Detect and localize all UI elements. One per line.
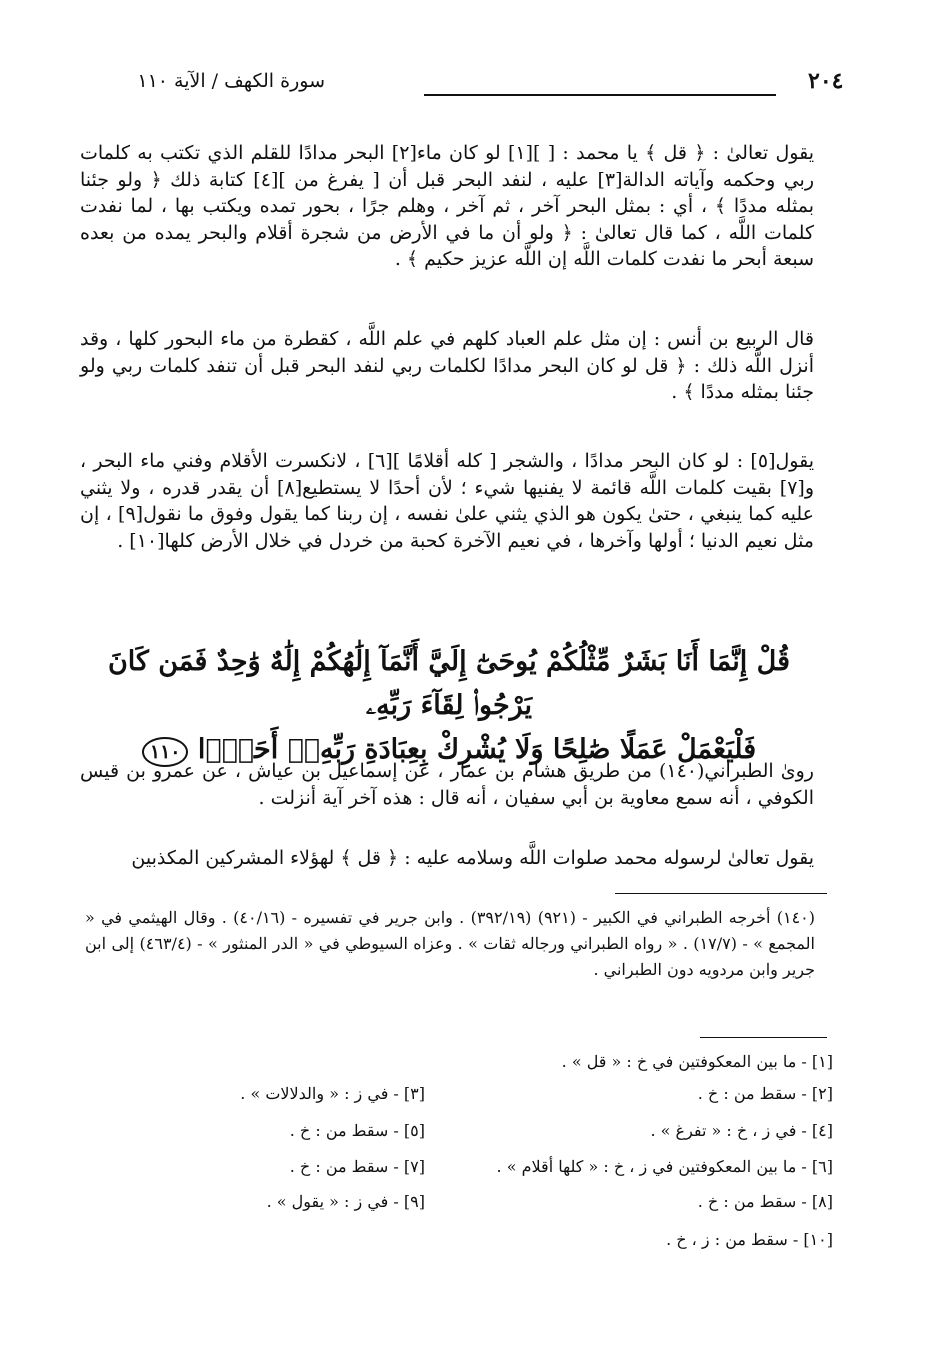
tafsir-paragraph-5 <box>80 845 814 875</box>
variant-note-9: [٩] - في ز : « يقول » . <box>266 1192 425 1211</box>
paragraph-text: قال الربيع بن أنس : إن مثل علم العباد كلهم في علم اللَّه ، كقطرة من ماء البحور كلها ، وقد أنزل اللَّه ذلك : ﴿ قل لو كان البحر مدادًا لكلمات ربي لنفد البحر قبل أن تنفد كلمات ربي ولو جئنا بمثله مددًا ﴾ . <box>80 328 814 403</box>
variant-note-1: [١] - ما بين المعكوفتين في خ : « قل » . <box>561 1052 833 1071</box>
takhrij-footnote: (١٤٠) أخرجه الطبراني في الكبير - (٩٢١) (٣٩٢/١٩) . وابن جرير في تفسيره - (٤٠/١٦) . وقال الهيثمي في « المجمع » - (١٧/٧) . « رواه الطبراني ورجاله ثقات » . وعزاه السيوطي في « الدر المنثور » - (٤٦٣/٤) إلى ابن جرير وابن مردويه دون الطبراني . <box>85 908 815 979</box>
verse-line-1: قُلْ إِنَّمَا أَنَا بَشَرٌ مِّثْلُكُمْ يُوحَىٰٓ إِلَيَّ أَنَّمَآ إِلَٰهُكُمْ إِلَٰهٌ وَٰحِدٌ فَمَن كَانَ يَرْجُوا۟ لِقَآءَ رَبِّهِۦ <box>107 646 791 721</box>
variant-note-3: [٣] - في ز : « والدلالات » . <box>240 1084 425 1103</box>
header-rule <box>424 94 776 96</box>
variant-note-5: [٥] - سقط من : خ . <box>289 1121 425 1140</box>
variant-note-7: [٧] - سقط من : خ . <box>289 1157 425 1176</box>
paragraph-text: روىٰ الطبراني(١٤٠) من طريق هشام بن عمار ، عن إسماعيل بن عياش ، عن عمرو بن قيس الكوفي ، أنه سمع معاوية بن أبي سفيان ، أنه قال : هذه آخر آية أنزلت . <box>80 760 814 809</box>
verse-number-marker: ١١٠ <box>142 737 189 767</box>
running-title: سورة الكهف / الآية ١١٠ <box>137 70 325 92</box>
paragraph-text: يقول[٥] : لو كان البحر مدادًا ، والشجر [ كله أقلامًا ][٦] ، لانكسرت الأقلام وفني ماء البحر ، و[٧] بقيت كلمات اللَّه قائمة لا يفنيها شيء ؛ لأن أحدًا لا يستطيع[٨] أن يقدر قدره ، ولا يثني عليه كما ينبغي ، حتىٰ يكون هو الذي يثني علىٰ نفسه ، إن ربنا كما يقول وفوق ما نقول[٩] ، إن مثل نعيم الدنيا ؛ أولها وآخرها ، في نعيم الآخرة كحبة من خردل في خلال الأرض كلها[١٠] . <box>80 450 815 552</box>
paragraph-text: يقول تعالىٰ لرسوله محمد صلوات اللَّه وسلامه عليه : ﴿ قل ﴾ لهؤلاء المشركين المكذبين <box>131 847 814 869</box>
variant-note-4: [٤] - في ز ، خ : « تفرغ » . <box>650 1121 833 1140</box>
footnote-separator <box>615 893 827 894</box>
tafsir-paragraph-2 <box>80 326 814 422</box>
verse-line-2-text: فَلْيَعْمَلْ عَمَلًا صَٰلِحًا وَلَا يُشْرِكْ بِعِبَادَةِ رَبِّهِۦٓ أَحَدًۢا <box>197 734 757 765</box>
quran-verse <box>80 640 818 772</box>
variant-notes-separator <box>700 1037 827 1038</box>
hadith-paragraph <box>80 758 814 828</box>
paragraph-text: يقول تعالىٰ : ﴿ قل ﴾ يا محمد : [ ][١] لو كان ماء[٢] البحر مدادًا للقلم الذي تكتب به كلمات ربي وحكمه وآياته الدالة[٣] عليه ، لنفد البحر قبل أن [ يفرغ من ][٤] كتابة ذلك ﴿ ولو جئنا بمثله مددًا ﴾ ، أي : بمثل البحر آخر ، ثم آخر ، وهلم جرًا ، بحور تمده ويكتب بها ، لما نفدت كلمات اللَّه ، كما قال تعالىٰ : ﴿ ولو أن ما في الأرض من شجرة أقلام والبحر يمده من بعده سبعة أبحر ما نفدت كلمات اللَّه إن اللَّه عزيز حكيم ﴾ . <box>80 142 814 270</box>
tafsir-paragraph-3 <box>80 448 814 618</box>
variant-note-10: [١٠] - سقط من : ز ، خ . <box>666 1230 833 1249</box>
variant-note-8: [٨] - سقط من : خ . <box>697 1192 833 1211</box>
tafsir-paragraph-1 <box>80 140 814 310</box>
page-number: ٢٠٤ <box>808 68 844 94</box>
variant-note-2: [٢] - سقط من : خ . <box>697 1084 833 1103</box>
variant-note-6: [٦] - ما بين المعكوفتين في ز ، خ : « كلها أقلام » . <box>496 1157 833 1176</box>
